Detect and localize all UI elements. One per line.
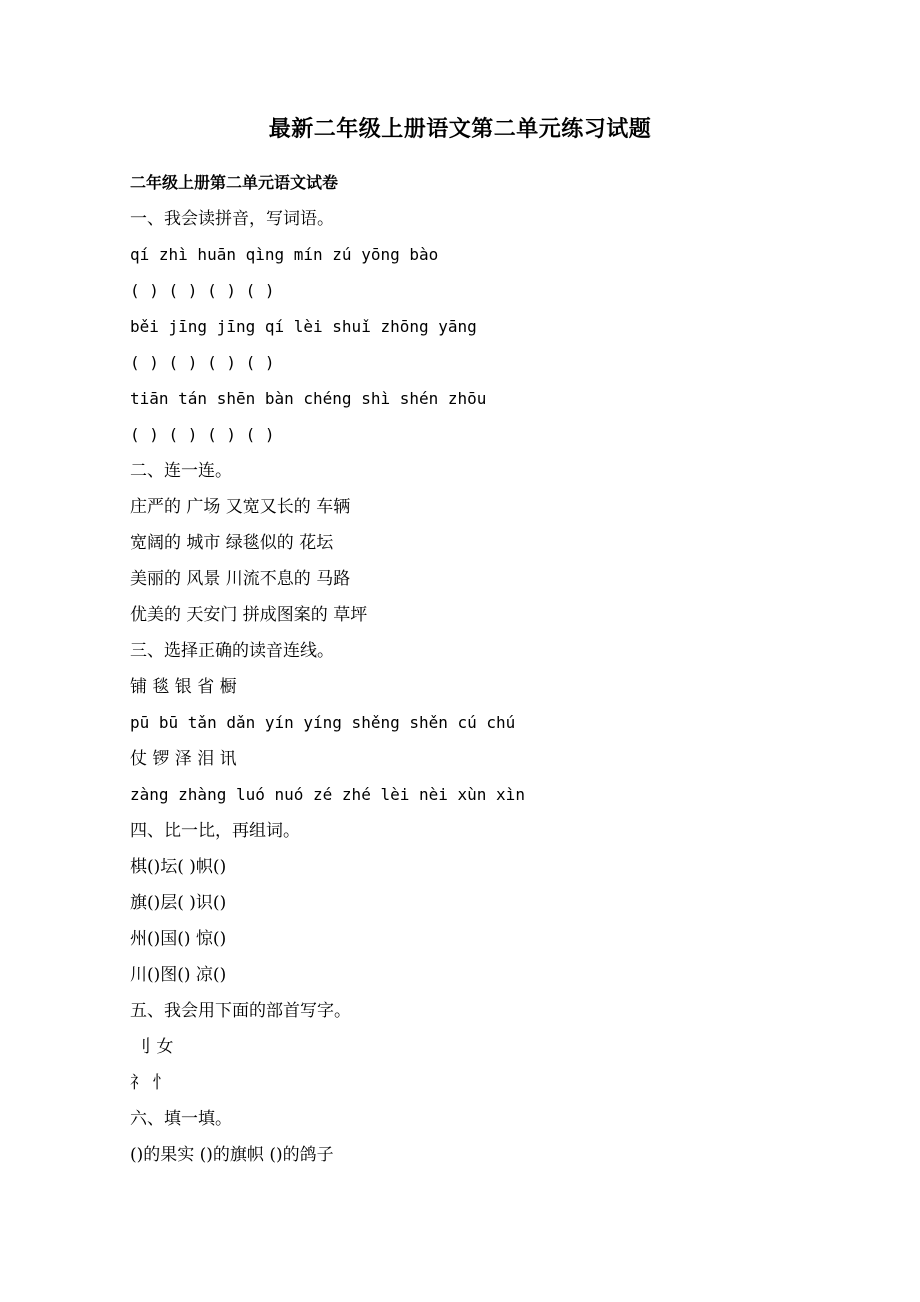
character-line: 铺 毯 银 省 橱 bbox=[130, 677, 237, 697]
pinyin-line: qí zhì huān qìng mín zú yōng bào bbox=[130, 245, 439, 264]
matching-line: 优美的 天安门 拼成图案的 草坪 bbox=[130, 605, 368, 625]
compare-line: 州()国() 惊() bbox=[130, 929, 227, 949]
fill-line: ()的果实 ()的旗帜 ()的鸽子 bbox=[130, 1145, 334, 1165]
section-heading-5: 五、我会用下面的部首写字。 bbox=[130, 1001, 351, 1021]
document-title: 最新二年级上册语文第二单元练习试题 bbox=[268, 116, 652, 142]
matching-line: 庄严的 广场 又宽又长的 车辆 bbox=[130, 497, 351, 517]
matching-line: 宽阔的 城市 绿毯似的 花坛 bbox=[130, 533, 334, 553]
matching-line: 美丽的 风景 川流不息的 马路 bbox=[130, 569, 351, 589]
section-heading-1: 一、我会读拼音，写词语。 bbox=[130, 209, 334, 229]
blank-line: ( ) ( ) ( ) ( ) bbox=[130, 353, 275, 372]
pinyin-line: zàng zhàng luó nuó zé zhé lèi nèi xùn xìn bbox=[130, 785, 525, 804]
compare-line: 棋()坛( )帜() bbox=[130, 857, 227, 877]
pinyin-line: běi jīng jīng qí lèi shuǐ zhōng yāng bbox=[130, 317, 477, 336]
section-heading-2: 二、连一连。 bbox=[130, 461, 232, 481]
character-line: 仗 锣 泽 泪 讯 bbox=[130, 749, 237, 769]
blank-line: ( ) ( ) ( ) ( ) bbox=[130, 425, 275, 444]
compare-line: 旗()层( )识() bbox=[130, 893, 227, 913]
pinyin-line: pū bū tǎn dǎn yín yíng shěng shěn cú chú bbox=[130, 713, 516, 732]
document-subtitle: 二年级上册第二单元语文试卷 bbox=[130, 173, 339, 192]
section-heading-4: 四、比一比，再组词。 bbox=[130, 821, 300, 841]
pinyin-line: tiān tán shēn bàn chéng shì shén zhōu bbox=[130, 389, 487, 408]
section-heading-3: 三、选择正确的读音连线。 bbox=[130, 641, 334, 661]
radical-line: 礻 忄 bbox=[130, 1073, 170, 1093]
radical-line: 刂 女 bbox=[134, 1037, 174, 1057]
section-heading-6: 六、填一填。 bbox=[130, 1109, 232, 1129]
blank-line: ( ) ( ) ( ) ( ) bbox=[130, 281, 275, 300]
compare-line: 川()图() 凉() bbox=[130, 965, 227, 985]
